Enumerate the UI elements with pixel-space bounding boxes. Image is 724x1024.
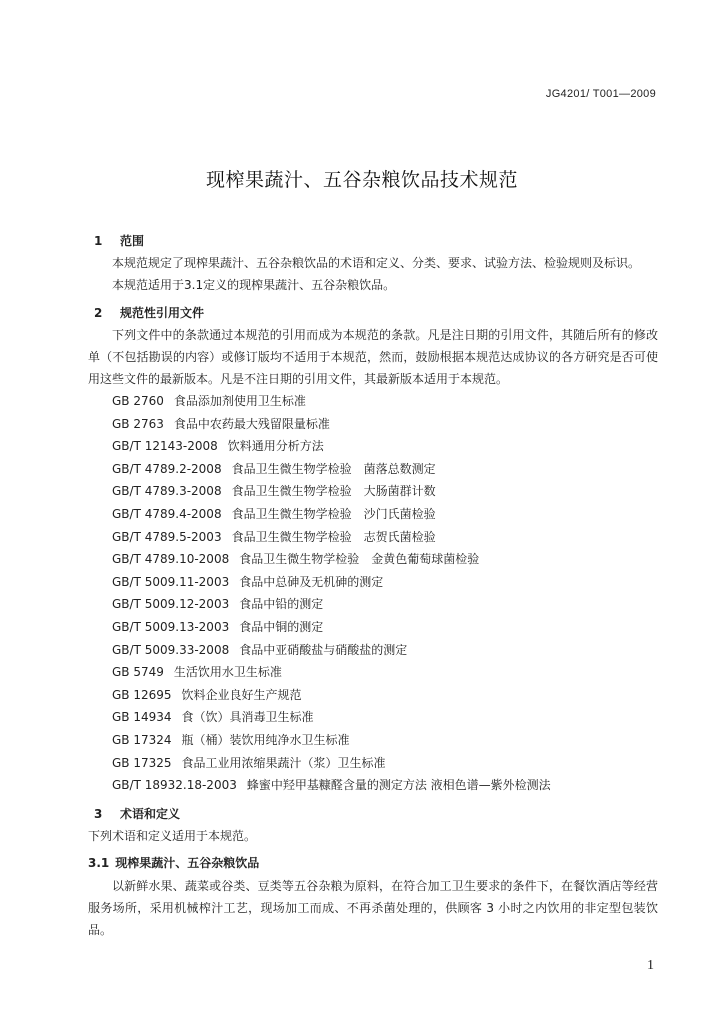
reference-code: GB 17324 [112, 732, 172, 747]
subsection-number: 3.1 [88, 855, 110, 870]
reference-item [112, 413, 658, 436]
reference-title: 食品中农药最大残留限量标准 [173, 416, 330, 431]
reference-title: 食品工业用浓缩果蔬汁（浆）卫生标准 [181, 755, 386, 770]
reference-item [112, 752, 658, 775]
reference-item [112, 503, 658, 526]
reference-item [112, 774, 658, 797]
reference-title: 食品卫生微生物学检验 志贺氏菌检验 [231, 529, 436, 544]
reference-code: GB/T 5009.12-2003 [112, 597, 230, 612]
reference-code: GB 17325 [112, 755, 172, 770]
reference-code: GB/T 4789.4-2008 [112, 506, 222, 521]
reference-code: GB/T 18932.18-2003 [112, 778, 237, 793]
section-number: 3 [94, 806, 103, 821]
reference-title: 食品添加剂使用卫生标准 [173, 394, 306, 408]
reference-code: GB 2760 [112, 394, 164, 408]
reference-code: GB 2763 [112, 416, 164, 431]
reference-title: 饮料通用分析方法 [227, 439, 324, 454]
reference-title: 食品中铅的测定 [239, 597, 324, 612]
reference-title: 生活饮用水卫生标准 [173, 665, 282, 680]
reference-item [112, 661, 658, 684]
reference-title: 食品卫生微生物学检验 沙门氏菌检验 [231, 506, 436, 521]
section-title: 范围 [120, 234, 145, 248]
reference-title: 食品卫生微生物学检验 大肠菌群计数 [231, 484, 436, 499]
reference-item [112, 571, 658, 594]
reference-code: GB/T 4789.3-2008 [112, 484, 222, 499]
reference-code: GB/T 4789.2-2008 [112, 461, 222, 476]
reference-title: 蜂蜜中羟甲基糠醛含量的测定方法 液相色谱—紫外检测法 [246, 778, 551, 793]
reference-item [112, 729, 658, 752]
subsection-heading [88, 851, 658, 875]
subsection-title: 现榨果蔬汁、五谷杂粮饮品 [115, 855, 260, 870]
reference-title: 食品卫生微生物学检验 菌落总数测定 [231, 461, 436, 476]
page-number: 1 [647, 958, 654, 973]
paragraph: 下列术语和定义适用于本规范。 [88, 828, 257, 843]
reference-title: 瓶（桶）装饮用纯净水卫生标准 [181, 732, 350, 747]
paragraph: 下列文件中的条款通过本规范的引用而成为本规范的条款。凡是注日期的引用文件，其随后所有的修改单（不包括勘误的内容）或修订版均不适用于本规范，然而，鼓励根据本规范达成协议的各方研究是否可使用这些文件的最新版本。凡是不注日期的引用文件，其最新版本适用于本规范。 [88, 328, 658, 386]
reference-item [112, 639, 658, 662]
reference-code: GB/T 4789.5-2003 [112, 529, 222, 544]
reference-item [112, 526, 658, 549]
reference-title: 食品卫生微生物学检验 金黄色葡萄球菌检验 [239, 552, 480, 567]
section-title: 术语和定义 [120, 806, 181, 821]
reference-code: GB/T 5009.11-2003 [112, 574, 230, 589]
reference-code: GB 12695 [112, 687, 172, 702]
reference-title: 食品中总砷及无机砷的测定 [239, 574, 384, 589]
reference-title: 饮料企业良好生产规范 [181, 687, 302, 702]
section-number: 1 [94, 234, 103, 248]
reference-code: GB 14934 [112, 710, 172, 725]
reference-code: GB/T 4789.10-2008 [112, 552, 230, 567]
reference-item [112, 593, 658, 616]
paragraph: 本规范规定了现榨果蔬汁、五谷杂粮饮品的术语和定义、分类、要求、试验方法、检验规则及标识。 [112, 256, 641, 270]
reference-item [112, 480, 658, 503]
reference-list [88, 390, 658, 797]
paragraph: 本规范适用于3.1定义的现榨果蔬汁、五谷杂粮饮品。 [112, 278, 396, 292]
reference-code: GB/T 5009.33-2008 [112, 642, 230, 657]
reference-code: GB/T 5009.13-2003 [112, 619, 230, 634]
section-1-heading [88, 230, 658, 252]
reference-item [112, 435, 658, 458]
reference-item [112, 616, 658, 639]
reference-item [112, 706, 658, 729]
document-body [88, 224, 658, 941]
section-title: 规范性引用文件 [120, 306, 205, 320]
reference-title: 食品中亚硝酸盐与硝酸盐的测定 [239, 642, 408, 657]
section-3-heading [88, 803, 658, 825]
reference-item [112, 684, 658, 707]
reference-item [112, 458, 658, 481]
section-2-heading [88, 302, 658, 324]
section-number: 2 [94, 306, 103, 320]
standard-code: JG4201/ T001—2009 [545, 88, 656, 100]
reference-code: GB 5749 [112, 665, 164, 680]
document-title: 现榨果蔬汁、五谷杂粮饮品技术规范 [205, 169, 518, 191]
reference-item [112, 548, 658, 571]
reference-title: 食品中铜的测定 [239, 619, 324, 634]
paragraph: 以新鲜水果、蔬菜或谷类、豆类等五谷杂粮为原料，在符合加工卫生要求的条件下，在餐饮酒店等经营服务场所，采用机械榨汁工艺，现场加工而成、不再杀菌处理的，供顾客 3 小时之内饮用的非定型包装饮品。 [88, 878, 658, 937]
reference-item [112, 390, 658, 413]
reference-title: 食（饮）具消毒卫生标准 [181, 710, 314, 725]
reference-code: GB/T 12143-2008 [112, 439, 218, 454]
